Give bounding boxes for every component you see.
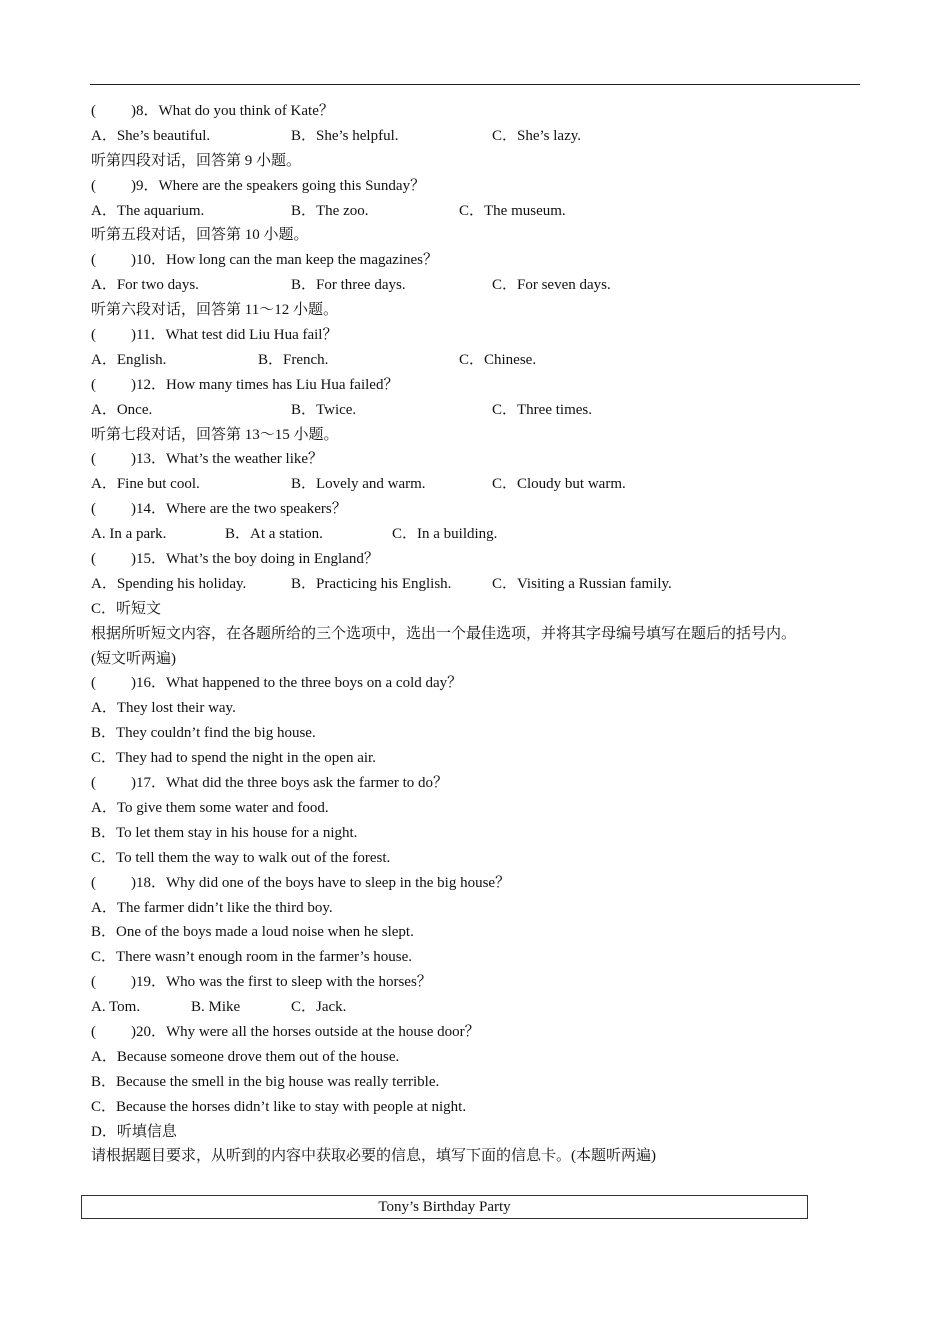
section-c-instructions: 根据所听短文内容，在各题所给的三个选项中，选出一个最佳选项，并将其字母编号填写在题后的括号内。 [91,625,797,642]
answer-paren[interactable]: ( [91,252,96,269]
options-19 [91,995,871,1020]
option-b: B．French. [258,351,329,368]
option-a: A．To give them some water and food. [91,799,329,816]
question-19: ( )19．Who was the first to sleep with the horses？ [91,970,871,995]
option-b: B．They couldn’t find the big house. [91,725,316,742]
option-b: B．One of the boys made a loud noise when he slept. [91,924,414,941]
option-b: B. Mike [191,999,241,1016]
option-c: C．Cloudy but warm. [492,476,626,493]
option-c: C．Chinese. [459,351,537,368]
question-8: ( )8．What do you think of Kate？ [91,99,871,124]
option-c: C．In a building. [392,526,498,543]
option-c: C．Because the horses didn’t like to stay with people at night. [91,1098,467,1115]
listening-heading-4: 听第四段对话，回答第 9 小题。 [91,152,302,169]
exam-content [91,99,871,1169]
answer-paren[interactable]: ( [91,551,96,568]
option-a: A．They lost their way. [91,700,236,717]
option-a: A．Because someone drove them out of the house. [91,1048,400,1065]
question-17: ( )17．What did the three boys ask the farmer to do？ [91,771,871,796]
option-c: C．She’s lazy. [492,127,582,144]
answer-paren[interactable]: ( [91,376,96,393]
option-a: A．Fine but cool. [91,476,200,493]
option-b: B．Twice. [291,401,357,418]
option-c: C．The museum. [459,202,566,219]
option-b: B．The zoo. [291,202,369,219]
answer-paren[interactable]: ( [91,874,96,891]
answer-paren[interactable]: ( [91,675,96,692]
option-c: C．To tell them the way to walk out of the forest. [91,849,391,866]
question-20: ( )20．Why were all the horses outside at the house door？ [91,1020,871,1045]
answer-paren[interactable]: ( [91,451,96,468]
listening-heading-7: 听第七段对话，回答第 13～15 小题。 [91,426,339,443]
question-10: ( )10．How long can the man keep the magazines？ [91,248,871,273]
option-c: C．Three times. [492,401,592,418]
question-9: ( )9．Where are the speakers going this Sunday？ [91,174,871,199]
option-a: A. Tom. [91,999,141,1016]
answer-paren[interactable]: ( [91,177,96,194]
option-c: C．There wasn’t enough room in the farmer’s house. [91,949,413,966]
option-b: B．Because the smell in the big house was really terrible. [91,1073,440,1090]
option-a: A．The aquarium. [91,202,205,219]
section-c-note: (短文听两遍) [91,650,176,667]
answer-paren[interactable]: ( [91,327,96,344]
section-c-title: C．听短文 [91,600,162,617]
question-14: ( )14．Where are the two speakers？ [91,497,871,522]
option-a: A．Spending his holiday. [91,575,247,592]
answer-paren[interactable]: ( [91,974,96,991]
question-12: ( )12．How many times has Liu Hua failed？ [91,373,871,398]
options-9 [91,199,871,224]
option-a: A．English. [91,351,167,368]
option-c: C．Jack. [291,999,347,1016]
option-a: A．The farmer didn’t like the third boy. [91,899,333,916]
option-a: A．Once. [91,401,153,418]
option-a: A. In a park. [91,526,167,543]
option-b: B．For three days. [291,277,406,294]
listening-heading-6: 听第六段对话，回答第 11～12 小题。 [91,302,338,319]
option-b: B．To let them stay in his house for a night. [91,824,358,841]
option-b: B．Lovely and warm. [291,476,426,493]
options-15 [91,572,871,597]
section-d-title: D．听填信息 [91,1123,177,1140]
options-13 [91,472,871,497]
options-12 [91,398,871,423]
answer-paren[interactable]: ( [91,103,96,119]
option-c: C．They had to spend the night in the open air. [91,750,376,767]
option-a: A．For two days. [91,277,199,294]
option-c: C．For seven days. [492,277,611,294]
option-a: A．She’s beautiful. [91,127,211,144]
section-d-instructions: 请根据题目要求，从听到的内容中获取必要的信息，填写下面的信息卡。(本题听两遍) [91,1148,656,1165]
options-11 [91,348,871,373]
answer-paren[interactable]: ( [91,1023,96,1040]
options-14 [91,522,871,547]
options-8 [91,124,871,149]
option-b: B．Practicing his English. [291,575,452,592]
question-15: ( )15．What’s the boy doing in England？ [91,547,871,572]
listening-heading-5: 听第五段对话，回答第 10 小题。 [91,227,309,244]
options-10 [91,273,871,298]
header-rule [90,84,860,85]
question-11: ( )11．What test did Liu Hua fail？ [91,323,871,348]
option-b: B．She’s helpful. [291,127,399,144]
info-card-title: Tony’s Birthday Party [378,1199,511,1215]
answer-paren[interactable]: ( [91,775,96,792]
question-13: ( )13．What’s the weather like？ [91,447,871,472]
question-16: ( )16．What happened to the three boys on a cold day？ [91,671,871,696]
option-c: C．Visiting a Russian family. [492,575,672,592]
question-18: ( )18．Why did one of the boys have to sleep in the big house？ [91,871,871,896]
answer-paren[interactable]: ( [91,501,96,518]
info-card-table [81,1195,808,1219]
option-b: B．At a station. [225,526,323,543]
